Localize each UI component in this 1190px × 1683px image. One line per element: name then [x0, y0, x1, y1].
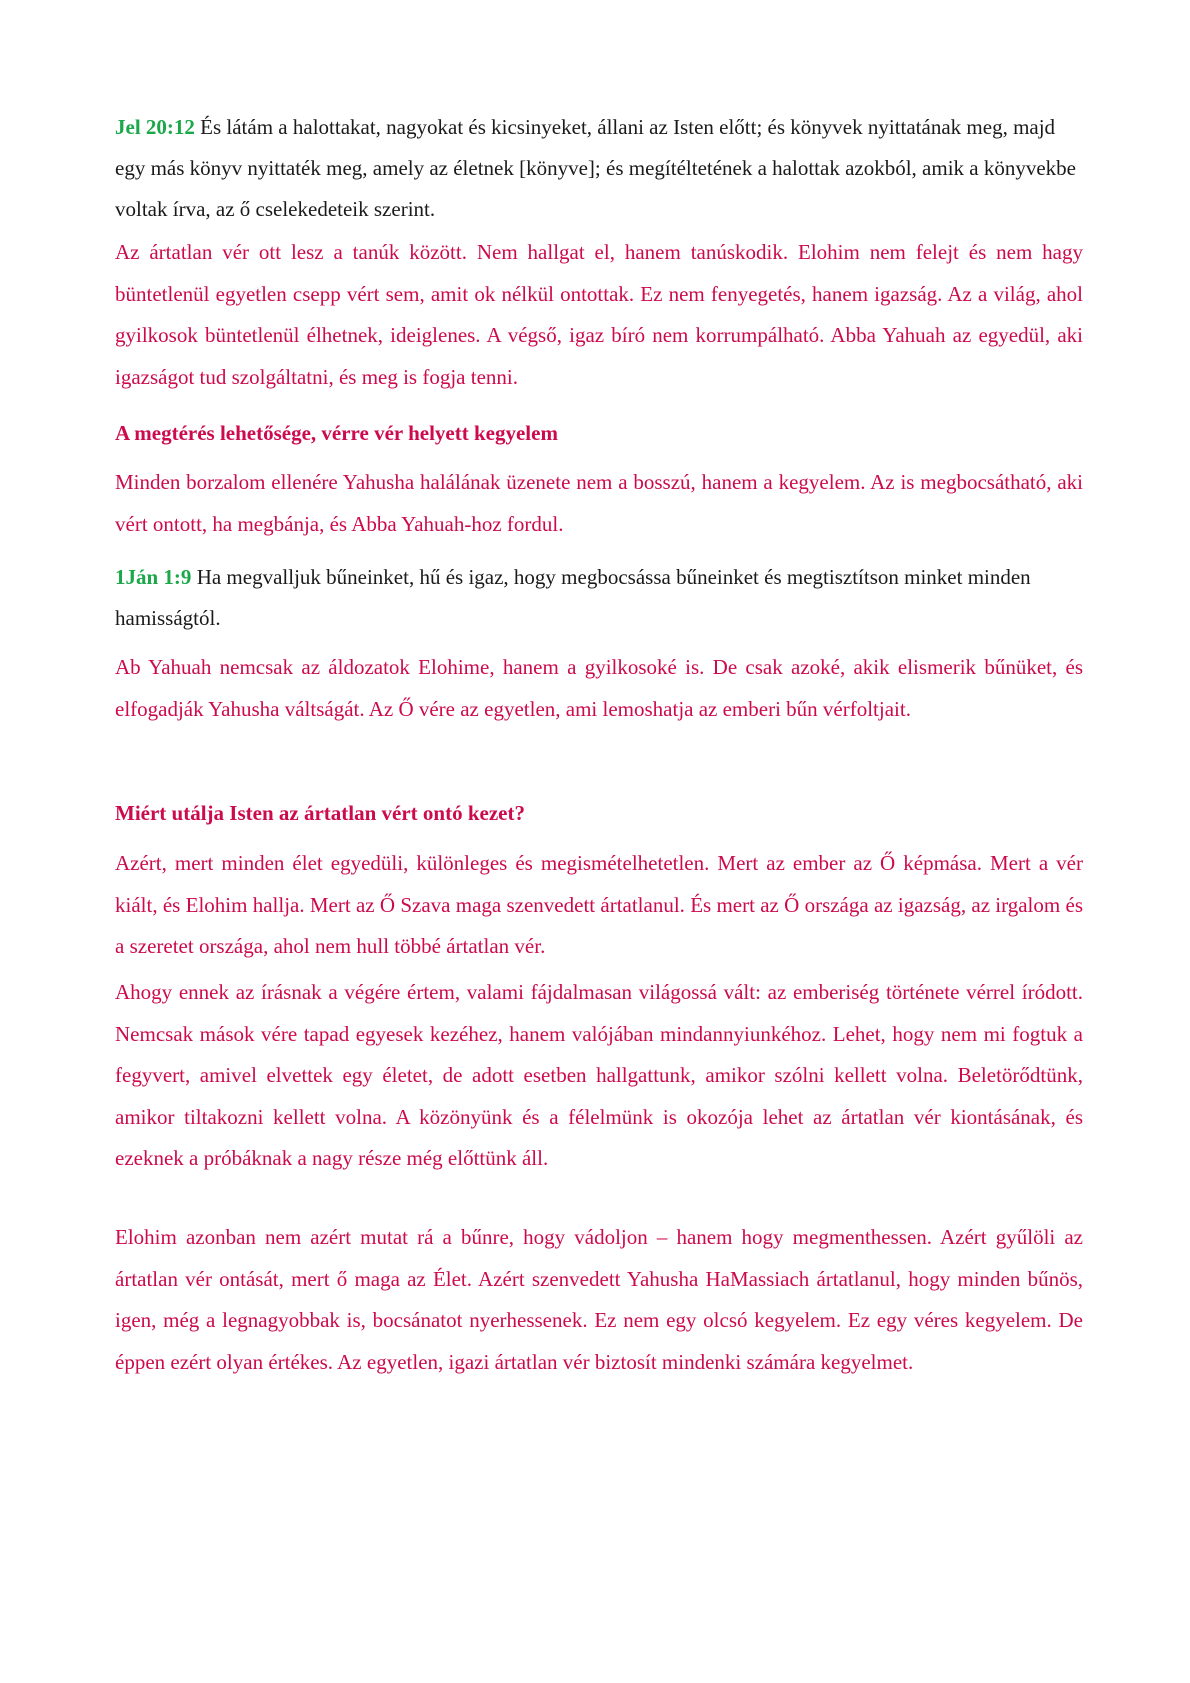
paragraph-every-life-unique: Azért, mert minden élet egyedüli, különleges és megismételhetetlen. Mert az ember az Ő képmása. Mert a vér kiált, és Elohim hallja. Mert az Ő Szava maga szenvedett ártatlanul. És mert az Ő országa az igazság, az irgalom és a szeretet országa, ahol nem hull többé ártatlan vér. [115, 851, 1083, 958]
paragraph-bloody-grace: Elohim azonban nem azért mutat rá a bűnre, hogy vádoljon – hanem hogy megmenthessen. Azért gyűlöli az ártatlan vér ontását, mert ő maga az Élet. Azért szenvedett Yahusha HaMassiach ártatlanul, hogy minden bűnös, igen, még a legnagyobbak is, bocsánatot nyerhessenek. Ez nem egy olcsó kegyelem. Ez egy véres kegyelem. De éppen ezért olyan értékes. Az egyetlen, igazi ártatlan vér biztosít mindenki számára kegyelmet. [115, 1225, 1083, 1374]
section-heading-repentance: A megtérés lehetősége, vérre vér helyett kegyelem [115, 421, 558, 445]
verse-text: Ha megvalljuk bűneinket, hű és igaz, hogy megbocsássa bűneinket és megtisztítson minket minden hamisságtól. [115, 565, 1031, 630]
verse-reference: 1Ján 1:9 [115, 565, 192, 589]
paragraph-grace-message: Minden borzalom ellenére Yahusha halálának üzenete nem a bosszú, hanem a kegyelem. Az is megbocsátható, aki vért ontott, ha megbánja, és Abba Yahuah-hoz fordul. [115, 470, 1083, 536]
paragraph-elohim-of-victims: Ab Yahuah nemcsak az áldozatok Elohime, hanem a gyilkosoké is. De csak azoké, akik elismerik bűnüket, és elfogadják Yahusha váltságát. Az Ő vére az egyetlen, ami lemoshatja az emberi bűn vérfoltjait. [115, 655, 1083, 721]
verse-1jan-1-9 [115, 557, 1083, 639]
section-heading-why-hate: Miért utálja Isten az ártatlan vért ontó kezet? [115, 801, 525, 825]
paragraph-innocent-blood-witness: Az ártatlan vér ott lesz a tanúk között. Nem hallgat el, hanem tanúskodik. Elohim nem felejt és nem hagy büntetlenül egyetlen csepp vért sem, amit ok nélkül ontottak. Ez nem fenyegetés, hanem igazság. Az a világ, ahol gyilkosok büntetlenül élhetnek, ideiglenes. A végső, igaz bíró nem korrumpálható. Abba Yahuah az egyedül, aki igazságot tud szolgáltatni, és meg is fogja tenni. [115, 240, 1083, 389]
paragraph-history-written-in-blood: Ahogy ennek az írásnak a végére értem, valami fájdalmasan világossá vált: az emberiség története vérrel íródott. Nemcsak mások vére tapad egyesek kezéhez, hanem valójában mindannyiunkéhoz. Lehet, hogy nem mi fogtuk a fegyvert, amivel elvettek egy életet, de adott esetben hallgattunk, amikor szólni kellett volna. Beletörődtünk, amikor tiltakozni kellett volna. A közönyünk és a félelmünk is okozója lehet az ártatlan vér kiontásának, és ezeknek a próbáknak a nagy része még előttünk áll. [115, 980, 1083, 1170]
verse-text: És látám a halottakat, nagyokat és kicsinyeket, állani az Isten előtt; és könyvek nyittatának meg, majd egy más könyv nyittaték meg, amely az életnek [könyve]; és megítéltetének a halottak azokból, amik a könyvekbe voltak írva, az ő cselekedeteik szerint. [115, 115, 1077, 221]
verse-jel-20-12 [115, 107, 1083, 230]
verse-reference: Jel 20:12 [115, 115, 195, 139]
